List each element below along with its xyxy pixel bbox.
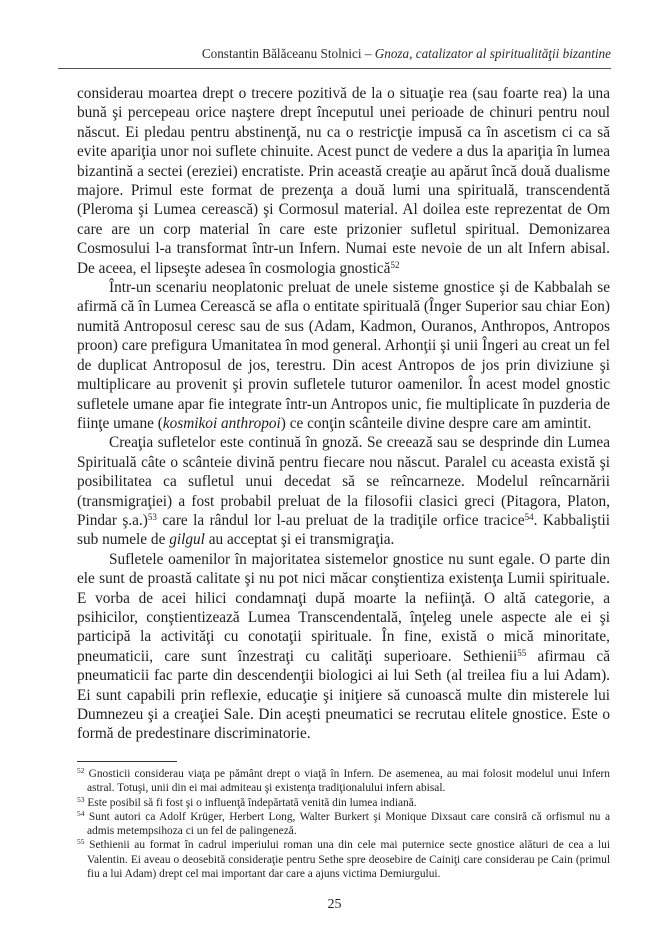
footnote-text: Sunt autori ca Adolf Krüger, Herbert Long, Walter Burkert şi Monique Dixsaut care consiră că orfismul nu a admis metempsihoza ci un fel de palingeneză. bbox=[84, 810, 610, 838]
paragraph-2-italic: kosmikoi anthropoi bbox=[162, 414, 281, 432]
footnote-ref-55[interactable]: 55 bbox=[517, 647, 527, 658]
footnote-ref-54[interactable]: 54 bbox=[524, 512, 534, 522]
paragraph-3-text-b: care la rândul lor l-au preluat de la tradiţile orfice tracice bbox=[156, 511, 525, 529]
paragraph-4-text-a: Sufletele oamenilor în majoritatea sistemelor gnostice nu sunt egale. O parte din ele sunt de proastă calitate şi nu pot nici măcar conştientiza existenţa Lumii spirituale. E vorba de acei hilici condamnaţi după moarte la nefiinţă. O altă categorie, a psihicilor, conştientizează Lumea Transcendentală, înţeleg unele aspecte ale ei şi participă la activităţi cu conotaţii spirituale. În fine, există o mică minoritate, pneumaticii, care sunt înzestraţi cu calităţi superioare. Sethienii bbox=[77, 550, 610, 665]
footnotes bbox=[77, 767, 610, 881]
header-author: Constantin Bălăceanu Stolnici bbox=[201, 46, 362, 61]
paragraph-1 bbox=[77, 84, 610, 278]
footnote-53 bbox=[77, 796, 610, 810]
paragraph-2 bbox=[77, 278, 610, 433]
footnote-text: Este posibil să fi fost şi o influenţă îndepărtată venită din lumea indiană. bbox=[84, 796, 417, 809]
paragraph-4-text-b: afirmau că pneumaticii fac parte din descendenţii biologici ai lui Seth (al treilea fiu a lui Adam). Ei sunt capabili prin reflexie, educaţie şi iniţiere să cunoască multe din misterele lui Dumnezeu şi a creaţiei Sale. Din aceşti pneumatici se recrutau elitele gnostice. Este o formă de predestinare discriminatorie. bbox=[77, 647, 610, 743]
header-separator: – bbox=[361, 46, 375, 61]
header-rule bbox=[58, 68, 611, 69]
footnote-ref-53[interactable]: 53 bbox=[147, 512, 157, 522]
page-number: 25 bbox=[327, 897, 342, 912]
footnote-number: 55 bbox=[77, 837, 85, 847]
paragraph-2-text-a: Într-un scenariu neoplatonic preluat de unele sisteme gnostice şi de Kabbalah se afirmă că în Lumea Cerească se afla o entitate spirituală (Înger Superior sau chiar Eon) numită Antroposul ceresc sau de sus (Adam, Kadmon, Ouranos, Anthropos, Antropos proon) care prefigura Umanitatea în mod general. Arhonţii şi unii Îngeri au creat un fel de duplicat Antroposul de jos, terestru. Din acest Antropos de jos prin diviziune şi multiplicare au provenit şi provin sufletele tuturor oamenilor. În acest model gnostic sufletele umane apar fie integrate într-un Antropos unic, fie multiplicate în puzderia de fiinţe umane ( bbox=[77, 279, 610, 432]
paragraph-3-italic: gilgul bbox=[169, 531, 205, 549]
footnote-text: Gnosticii considerau viaţa pe pământ drept o viaţă în Infern. De asemenea, au mai folosit modelul unui Infern astral. Totuşi, unii din ei mai admiteau şi existenţa tradiţionalului infern abisal. bbox=[84, 768, 610, 795]
footnote-ref-52[interactable]: 52 bbox=[390, 259, 400, 270]
footnote-54 bbox=[77, 810, 610, 839]
paragraph-4 bbox=[77, 550, 610, 744]
running-header bbox=[58, 46, 611, 62]
paragraph-1-text: considerau moartea drept o trecere pozitivă de la o situaţie rea (sau foarte rea) la una bună şi percepeau orice naştere drept începutul unei perioade de chinuri pentru noul născut. Ei pledau pentru abstinenţă, nu ca o restricţie impusă ca în ascetism ci ca să evite apariţia unor noi suflete chinuite. Acest punct de vedere a dus la apariţia în lumea bizantină a sectei (ereziei) encratiste. Prin această creaţie au apărut încă două dualisme majore. Primul este format de prezenţa a două lumi una spirituală, transcendentă (Pleroma şi Lumea cerească) şi Cormosul material. Al doilea este reprezentat de Om care are un corp material în care este prizonier sufletul spiritual. Demonizarea Cosmosului l-a transformat într-un Infern. Numai este nevoie de un alt Infern abisal. De aceea, el lipseşte adesea în cosmologia gnostică bbox=[77, 85, 610, 277]
paragraph-3-text-a: Creaţia sufletelor este continuă în gnoză. Se creează sau se desprinde din Lumea Spirituală câte o scânteie divină pentru fiecare nou născut. Paralel cu aceasta există şi posibilitatea ca sufletul unui decedat să se reîncarneze. Modelul reîncarnării (transmigraţiei) a fost probabil preluat de la filosofii clasici greci (Pitagora, Platon, Pindar ş.a.) bbox=[77, 434, 610, 529]
footnote-55 bbox=[77, 838, 610, 881]
body-text bbox=[77, 84, 610, 744]
paragraph-2-text-b: ) ce conţin scânteile divine despre care am amintit. bbox=[280, 414, 592, 432]
footnote-text: Sethienii au format în cadrul imperiului roman una din cele mai puternice secte gnostice alături de cea a lui Valentin. Ei aveau o deosebită consideraţie pentru Sethe spre deosebire de Cainiţi care considerau pe Cain (primul fiu a lui Adam) drept cel mai important dar care a ajuns victima Demiurgului. bbox=[84, 839, 610, 881]
paragraph-3-text-c: . Kabbaliştii sub numele de bbox=[77, 511, 611, 549]
footnote-number: 53 bbox=[77, 794, 85, 804]
header-title: Gnoza, catalizator al spiritualităţii bizantine bbox=[374, 46, 611, 61]
footnote-52 bbox=[77, 767, 610, 796]
footnote-number: 52 bbox=[77, 765, 85, 775]
footnote-number: 54 bbox=[77, 808, 85, 818]
paragraph-3-text-d: au acceptat şi ei transmigraţia. bbox=[204, 531, 395, 549]
footnote-rule bbox=[77, 761, 177, 762]
paragraph-3 bbox=[77, 433, 610, 549]
